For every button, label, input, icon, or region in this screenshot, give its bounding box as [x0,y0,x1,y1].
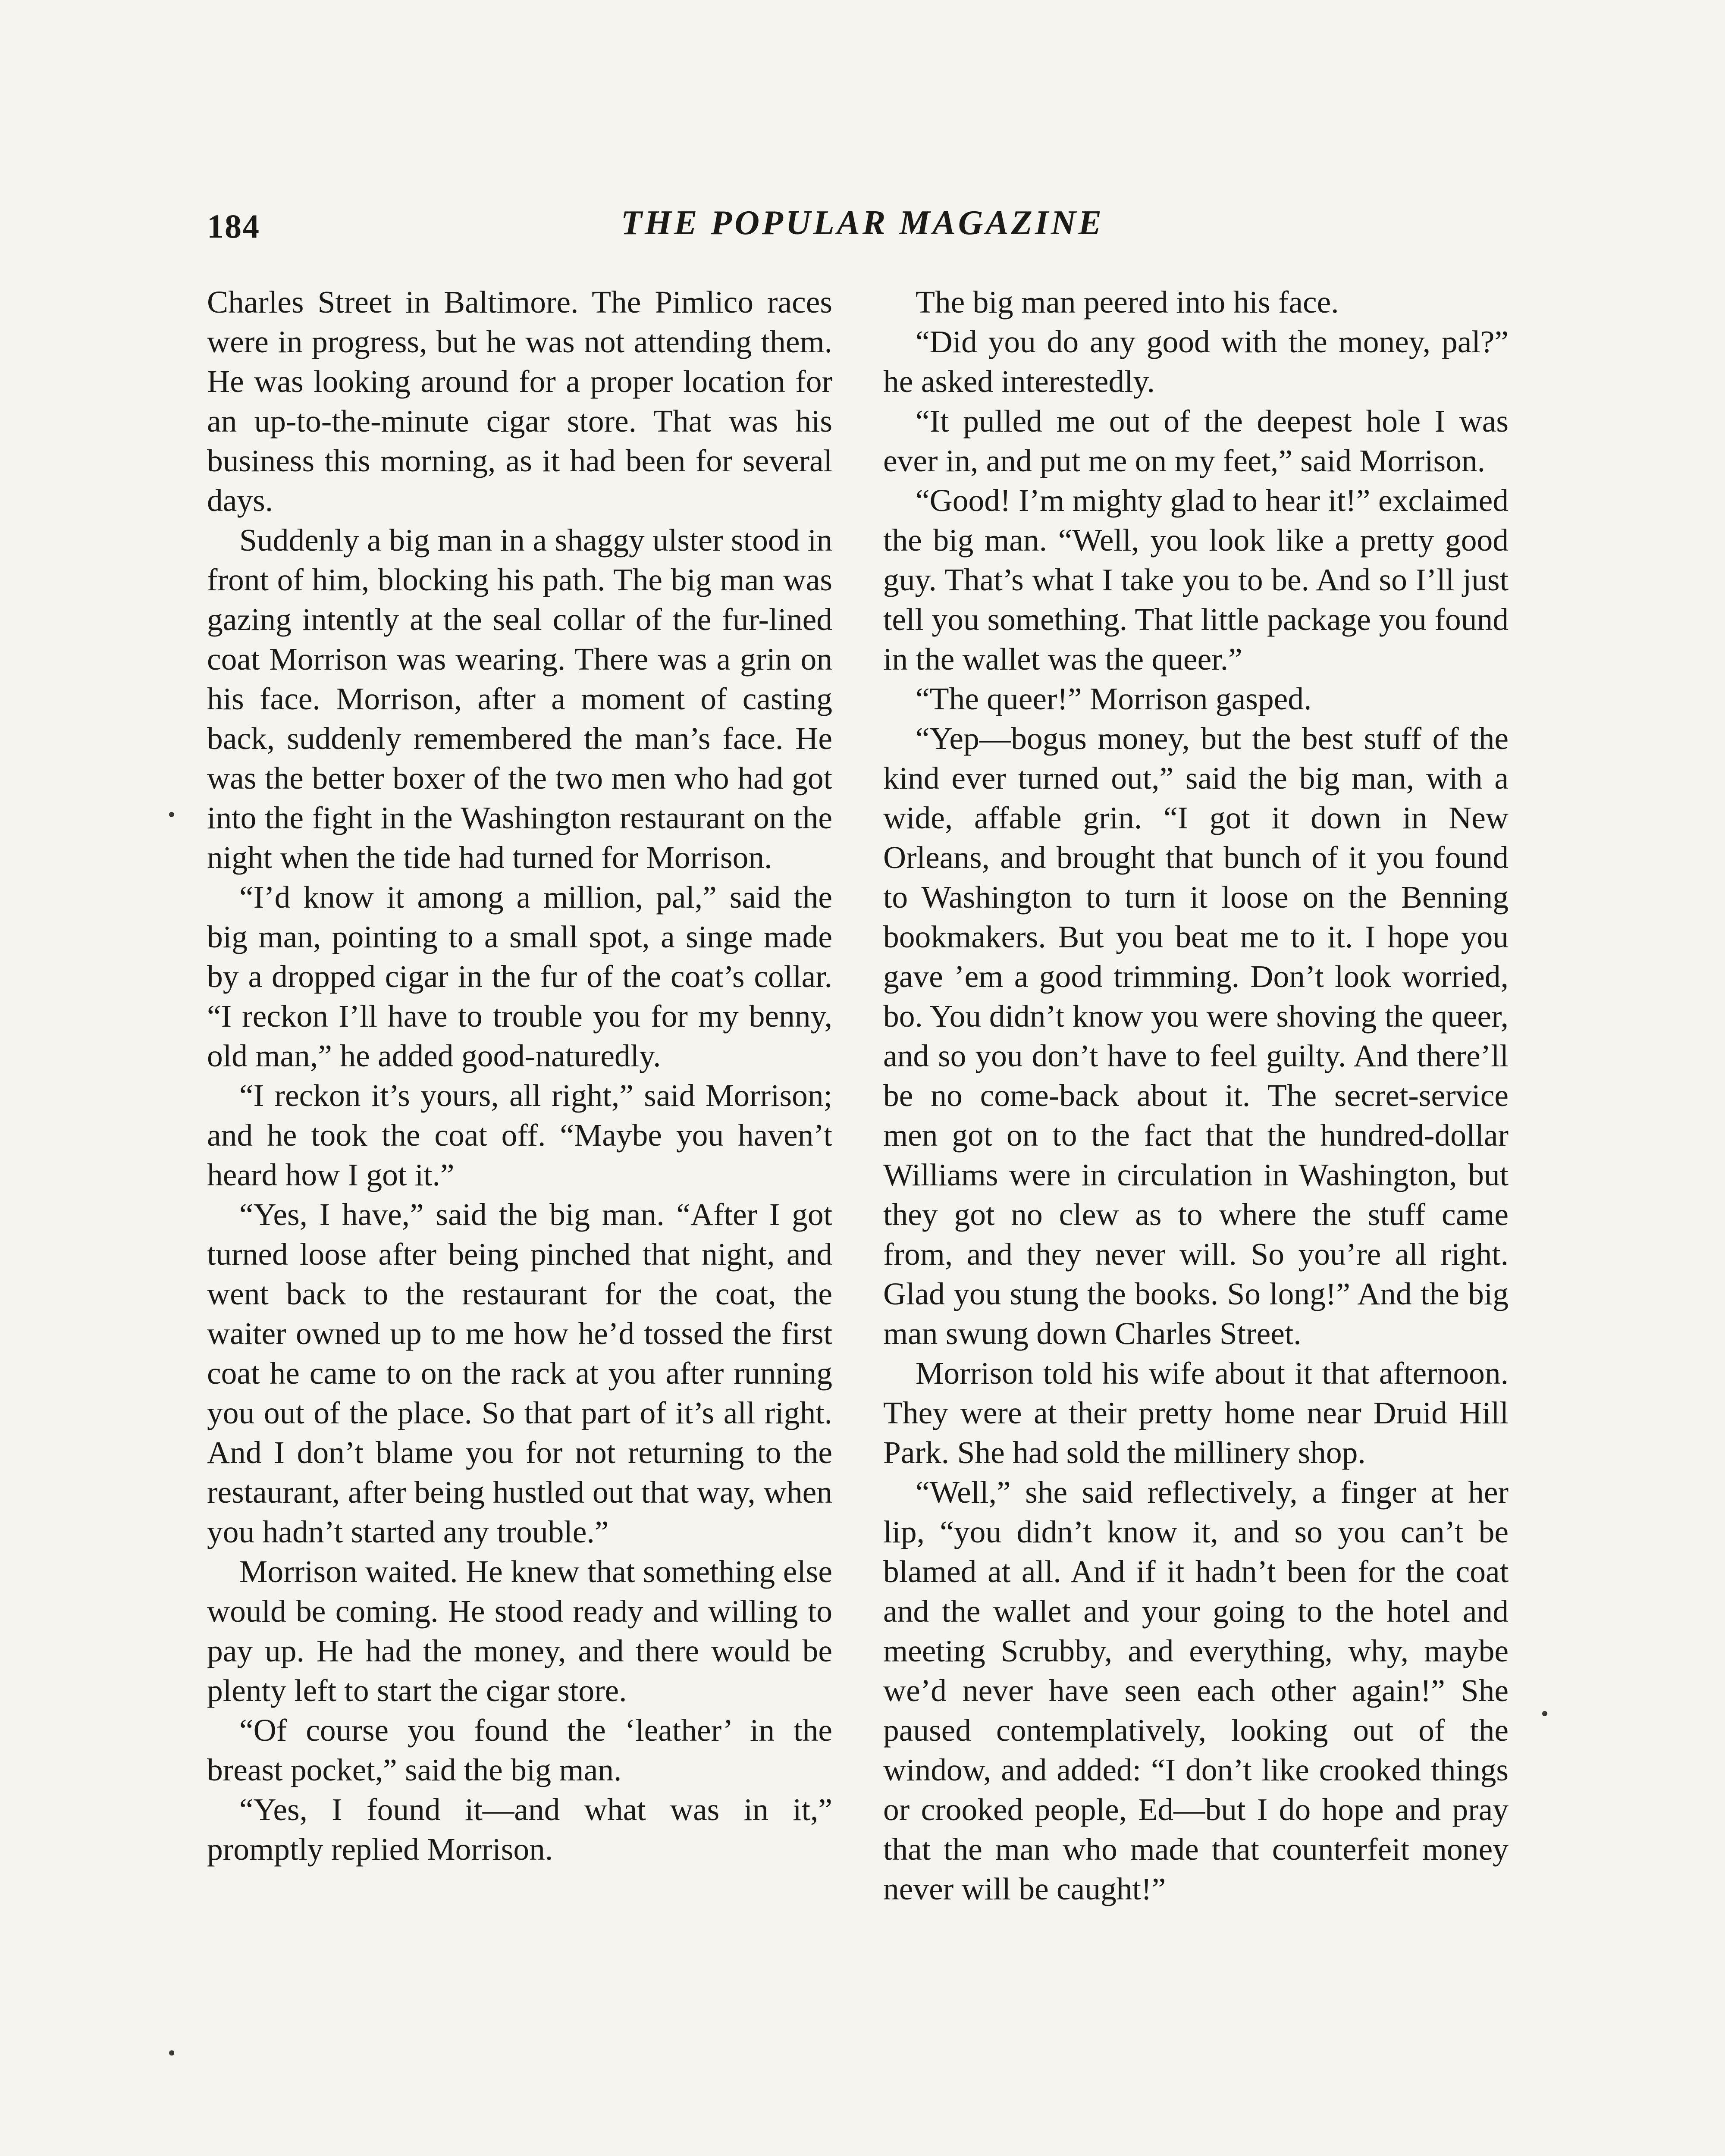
right-column [883,282,1509,1909]
paragraph: “Of course you found the ‘leather’ in the breast pocket,” said the big man. [207,1713,832,1787]
paragraph: “Good! I’m mighty glad to hear it!” exclaimed the big man. “Well, you look like a pretty good guy. That’s what I take you to be. And so I’ll just tell you something. That little package you found in the wallet was the queer.” [883,483,1509,677]
paragraph: “Yes, I have,” said the big man. “After I got turned loose after being pinched that night, and went back to the restaurant for the coat, the waiter owned up to me how he’d tossed the first coat he came to on the rack at you after running you out of the place. So that part of it’s all right. And I don’t blame you for not returning to the restaurant, after being hustled out that way, when you hadn’t started any trouble.” [207,1197,832,1549]
paragraph: “I’d know it among a million, pal,” said the big man, pointing to a small spot, a singe made by a dropped cigar in the fur of the coat’s collar. “I reckon I’ll have to trouble you for my benny, old man,” he added good-naturedly. [207,880,832,1073]
paragraph: “It pulled me out of the deepest hole I was ever in, and put me on my feet,” said Morrison. [883,404,1509,478]
paragraph: “Yes, I found it—and what was in it,” promptly replied Morrison. [207,1792,832,1867]
paragraph: “Yep—bogus money, but the best stuff of the kind ever turned out,” said the big man, with a wide, affable grin. “I got it down in New Orleans, and brought that bunch of it you found to Washington to turn it loose on the Benning bookmakers. But you beat me to it. I hope you gave ’em a good trimming. Don’t look worried, bo. You didn’t know you were shoving the queer, and so you don’t have to feel guilty. And there’ll be no come-back about it. The secret-service men got on to the fact that the hundred-dollar Williams were in circulation in Washington, but they got no clew as to where the stuff came from, and they never will. So you’re all right. Glad you stung the books. So long!” And the big man swung down Charles Street. [883,721,1509,1351]
paragraph: “The queer!” Morrison gasped. [916,681,1312,716]
paragraph: Morrison waited. He knew that something else would be coming. He stood ready and willing to pay up. He had the money, and there would be plenty left to start the cigar store. [207,1554,832,1708]
print-speck [1542,1711,1547,1716]
paragraph: “Did you do any good with the money, pal?” he asked interestedly. [883,324,1509,399]
paragraph: “Well,” she said reflectively, a finger at her lip, “you didn’t know it, and so you can’t be blamed at all. And if it hadn’t been for the coat and the wallet and your going to the hotel and meeting Scrubby, and everything, why, maybe we’d never have seen each other again!” She paused contemplatively, looking out of the window, and added: “I don’t like crooked things or crooked people, Ed—but I do hope and pray that the man who made that counterfeit money never will be caught!” [883,1475,1509,1906]
running-title: THE POPULAR MAGAZINE [621,204,1104,242]
paragraph: Morrison told his wife about it that afternoon. They were at their pretty home near Druid Hill Park. She had sold the millinery shop. [883,1356,1509,1470]
left-column [207,282,832,1869]
paragraph: “I reckon it’s yours, all right,” said Morrison; and he took the coat off. “Maybe you haven’t heard how I got it.” [207,1078,832,1192]
print-speck [169,2050,174,2056]
print-speck [169,812,174,817]
paragraph: Charles Street in Baltimore. The Pimlico races were in progress, but he was not attending them. He was looking around for a proper location for an up-to-the-minute cigar store. That was his business this morning, as it had been for several days. [207,285,832,518]
page-header [207,204,1518,259]
paragraph: Suddenly a big man in a shaggy ulster stood in front of him, blocking his path. The big man was gazing intently at the seal collar of the fur-lined coat Morrison was wearing. There was a grin on his face. Morrison, after a moment of casting back, suddenly remembered the man’s face. He was the better boxer of the two men who had got into the fight in the Washington restaurant on the night when the tide had turned for Morrison. [207,523,832,875]
paragraph: The big man peered into his face. [916,285,1339,320]
page-number: 184 [207,207,260,245]
